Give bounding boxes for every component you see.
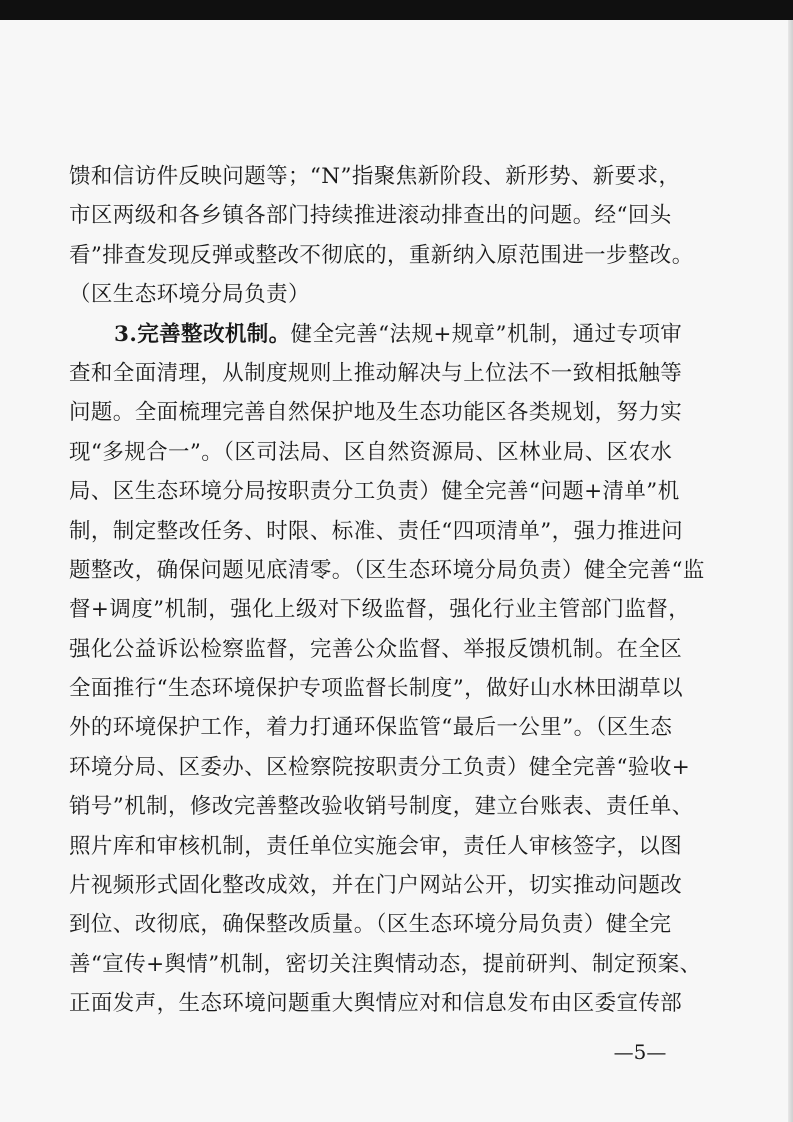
text-line: 到位、改彻底，确保整改质量。（区生态环境分局负责）健全完 (69, 912, 672, 938)
text-line: （区生态环境分局负责） (69, 282, 310, 308)
text-line: 问题。全面梳理完善自然保护地及生态功能区各类规划，努力实 (69, 400, 683, 426)
page-number: —5— (613, 1040, 667, 1064)
scan-right-edge (788, 20, 793, 1122)
text-line: 照片库和审核机制，责任单位实施会审，责任人审核签字，以图 (69, 833, 683, 859)
text-line: 强化公益诉讼检察监督，完善公众监督、举报反馈机制。在全区 (69, 636, 683, 662)
text-line: 全面推行“生态环境保护专项监督长制度”，做好山水林田湖草以 (69, 676, 684, 702)
text-segment: 健全完善“法规+规章”机制，通过专项审 (290, 321, 683, 347)
text-line: 制，制定整改任务、时限、标准、责任“四项清单”，强力推进问 (69, 518, 684, 544)
text-line: 正面发声，生态环境问题重大舆情应对和信息发布由区委宣传部 (69, 991, 683, 1017)
text-line: 馈和信访件反映问题等；“N”指聚焦新阶段、新形势、新要求， (69, 164, 681, 189)
text-line: 善“宣传+舆情”机制，密切关注舆情动态，提前研判、制定预案、 (69, 951, 702, 977)
text-line: 查和全面清理，从制度规则上推动解决与上位法不一致相抵触等 (69, 360, 683, 386)
section-heading: 3.完善整改机制。 (114, 321, 291, 347)
text-line: 督+调度”机制，强化上级对下级监督，强化行业主管部门监督， (69, 597, 691, 623)
text-line: 片视频形式固化整改成效，并在门户网站公开，切实推动问题改 (69, 873, 683, 899)
text-line: 局、区生态环境分局按职责分工负责）健全完善“问题+清单”机 (69, 479, 680, 505)
scan-top-border (0, 0, 793, 20)
text-line: 看”排查发现反弹或整改不彻底的，重新纳入原范围进一步整改。 (69, 242, 694, 268)
body-text (69, 157, 705, 1024)
text-line: 环境分局、区委办、区检察院按职责分工负责）健全完善“验收+ (69, 754, 691, 780)
text-line: 现“多规合一”。（区司法局、区自然资源局、区林业局、区农水 (69, 439, 673, 465)
text-line: 外的环境保护工作，着力打通环保监管“最后一公里”。（区生态 (69, 715, 673, 741)
text-line: 市区两级和各乡镇各部门持续推进滚动排查出的问题。经“回头 (69, 203, 672, 229)
text-line: 销号”机制，修改完善整改验收销号制度，建立台账表、责任单、 (69, 794, 694, 820)
section-heading-line (69, 315, 683, 354)
text-line: 题整改，确保问题见底清零。（区生态环境分局负责）健全完善“监 (69, 557, 705, 583)
